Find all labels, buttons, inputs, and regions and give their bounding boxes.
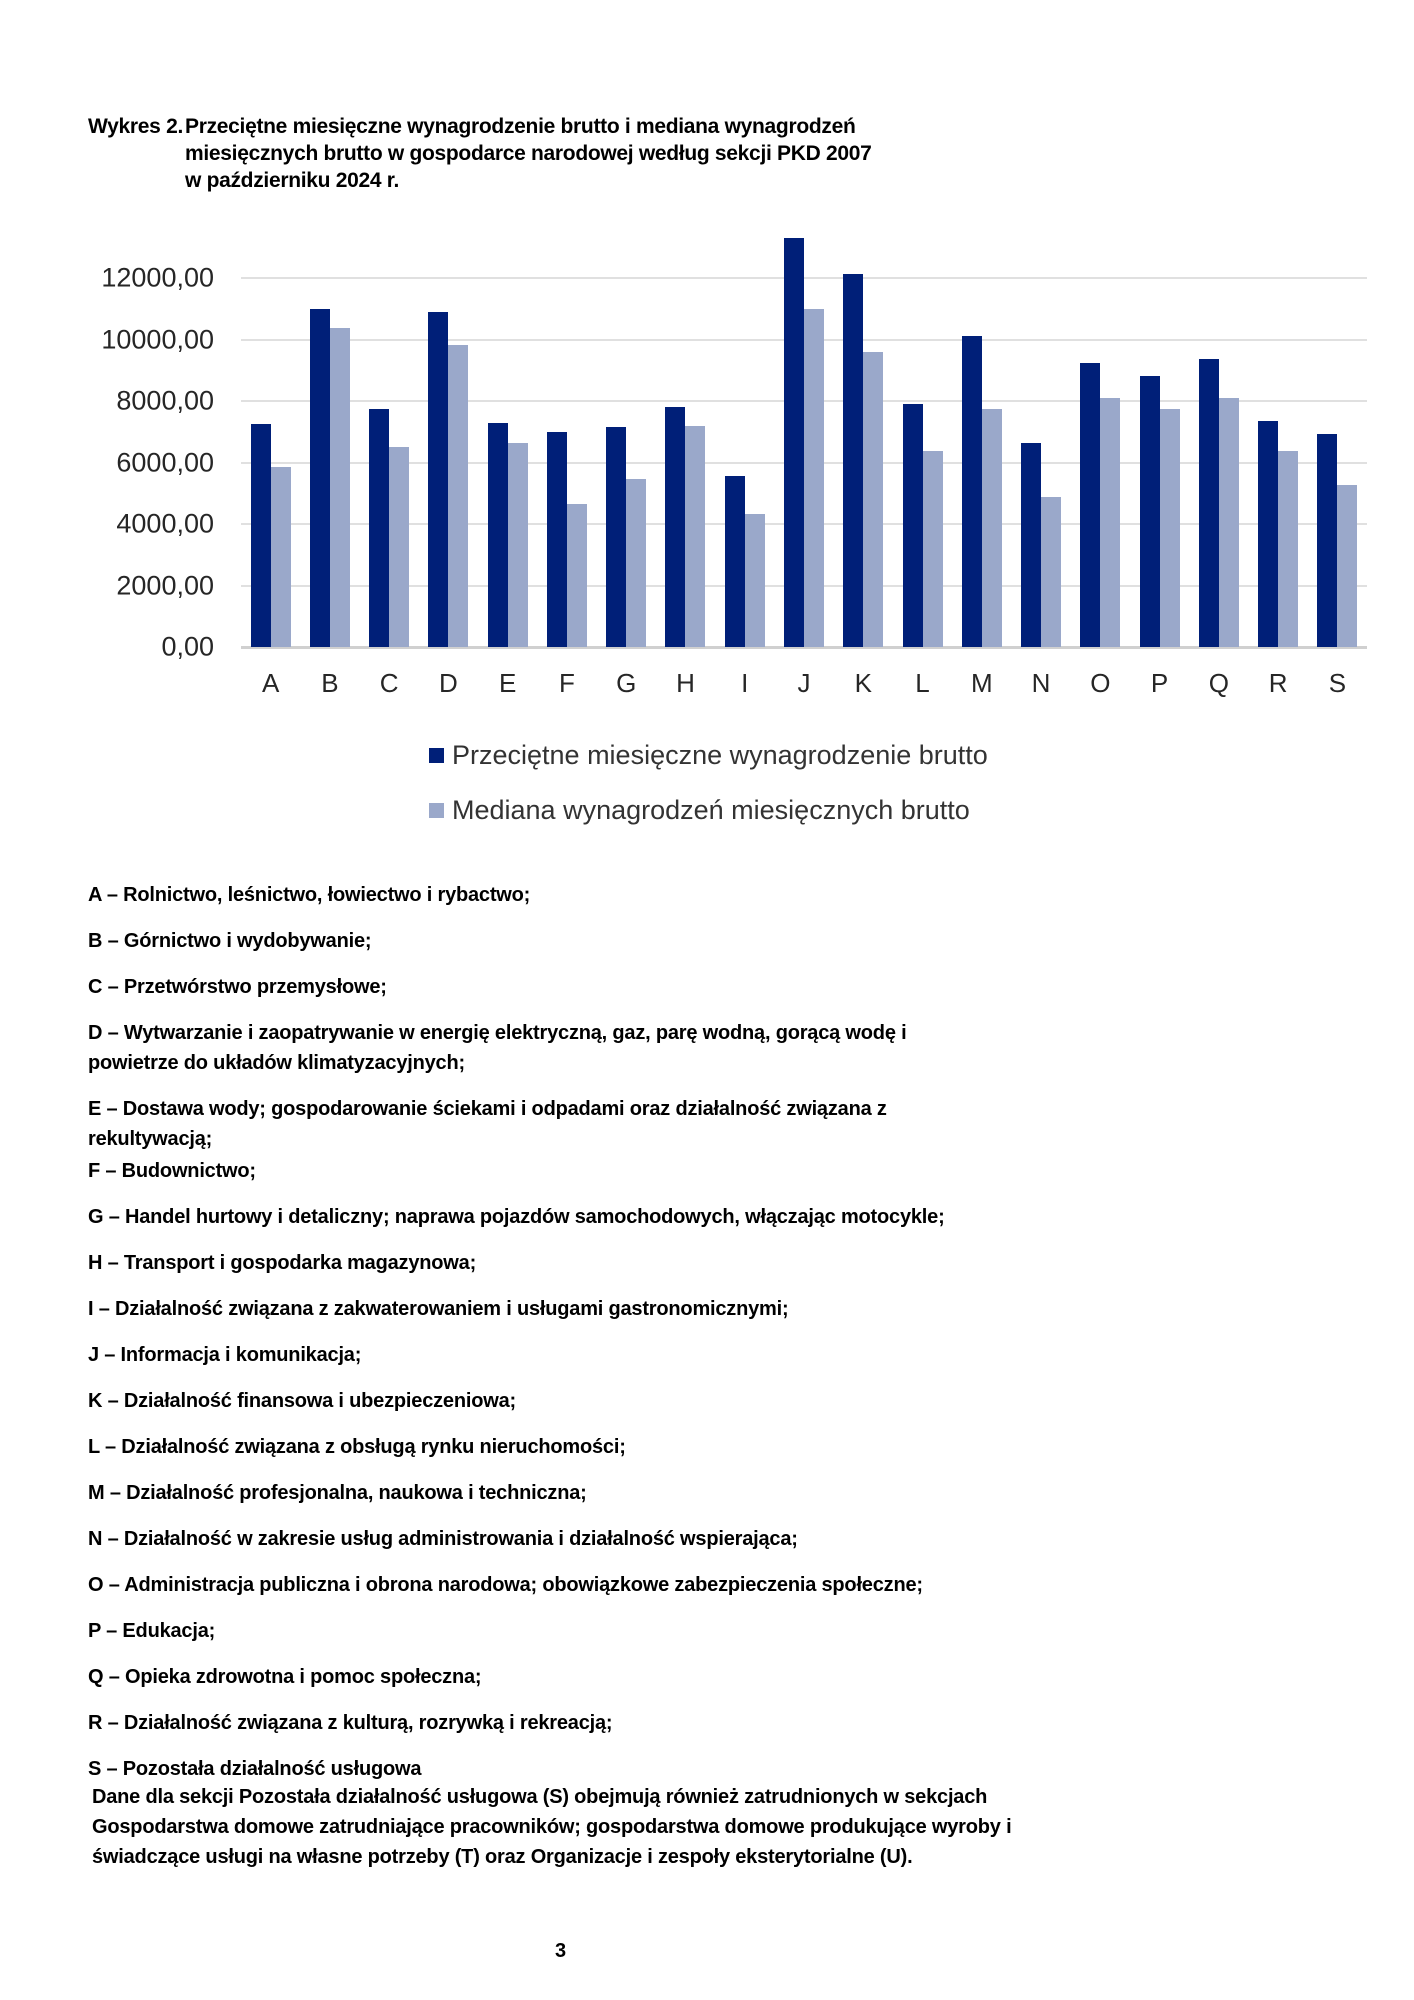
bar-average-n bbox=[1021, 443, 1041, 647]
x-tick-label-m: M bbox=[970, 668, 993, 698]
bar-average-j bbox=[784, 238, 804, 647]
bar-median-i bbox=[745, 514, 765, 647]
section-definitions-list bbox=[88, 880, 1088, 1800]
y-tick-label: 8000,00 bbox=[116, 385, 214, 416]
definition-item: B – Górnictwo i wydobywanie; bbox=[88, 930, 372, 952]
y-tick-label: 6000,00 bbox=[116, 447, 214, 477]
definition-item: Q – Opieka zdrowotna i pomoc społeczna; bbox=[88, 1666, 482, 1688]
definition-item: F – Budownictwo; bbox=[88, 1160, 256, 1182]
x-tick-label-h: H bbox=[676, 668, 695, 698]
bar-average-s bbox=[1317, 434, 1337, 647]
definition-item: L – Działalność związana z obsługą rynku nieruchomości; bbox=[88, 1436, 626, 1458]
bar-median-j bbox=[804, 309, 824, 647]
bar-average-g bbox=[606, 427, 626, 647]
bar-average-f bbox=[547, 432, 567, 647]
definition-item: K – Działalność finansowa i ubezpieczeniowa; bbox=[88, 1390, 516, 1412]
y-tick-label: 2000,00 bbox=[116, 570, 214, 600]
x-tick-label-n: N bbox=[1031, 668, 1051, 698]
bar-median-n bbox=[1041, 497, 1061, 647]
chart-title-line-1: Przeciętne miesięczne wynagrodzenie brutto i mediana wynagrodzeń bbox=[185, 115, 856, 138]
bar-median-f bbox=[567, 504, 587, 647]
bar-average-d bbox=[428, 312, 448, 647]
x-tick-label-d: D bbox=[439, 668, 458, 698]
definition-item: I – Działalność związana z zakwaterowaniem i usługami gastronomicznymi; bbox=[88, 1298, 789, 1320]
definition-item: O – Administracja publiczna i obrona narodowa; obowiązkowe zabezpieczenia społeczne; bbox=[88, 1574, 923, 1596]
x-tick-label-q: Q bbox=[1208, 668, 1229, 698]
bar-average-i bbox=[725, 476, 745, 647]
bar-median-l bbox=[923, 451, 943, 647]
x-tick-label-b: B bbox=[321, 668, 339, 698]
chart-title-line-3: w październiku 2024 r. bbox=[185, 169, 399, 192]
bar-average-c bbox=[369, 409, 389, 647]
footnote: Dane dla sekcji Pozostała działalność usługowa (S) obejmują również zatrudnionych w sekcjach Gospodarstwa domowe zatrudniające pracowników; gospodarstwa domowe produkujące wyroby i świadczące usługi na własne potrzeby (T) oraz Organizacje i zespoły eksterytorialne (U). bbox=[92, 1786, 1012, 1868]
definition-item: C – Przetwórstwo przemysłowe; bbox=[88, 976, 387, 998]
x-tick-label-s: S bbox=[1328, 668, 1347, 698]
bar-average-l bbox=[903, 404, 923, 647]
legend-swatch-median bbox=[429, 803, 444, 818]
bar-average-h bbox=[665, 407, 685, 647]
y-tick-label: 12000,00 bbox=[101, 262, 214, 293]
definition-item: N – Działalność w zakresie usług administrowania i działalność wspierająca; bbox=[88, 1528, 798, 1550]
bar-average-k bbox=[843, 274, 863, 647]
x-tick-label-r: R bbox=[1268, 668, 1288, 698]
chart-title-line-2: miesięcznych brutto w gospodarce narodowej według sekcji PKD 2007 bbox=[185, 142, 872, 165]
x-tick-label-o: O bbox=[1090, 668, 1111, 698]
definition-item: P – Edukacja; bbox=[88, 1620, 216, 1642]
y-tick-label: 0,00 bbox=[161, 631, 214, 662]
definition-item: E – Dostawa wody; gospodarowanie ściekami i odpadami oraz działalność związana z rekultywacją; bbox=[88, 1098, 887, 1150]
definition-item: G – Handel hurtowy i detaliczny; naprawa pojazdów samochodowych, włączając motocykle; bbox=[88, 1206, 945, 1228]
bar-median-a bbox=[271, 467, 291, 647]
y-tick-label: 4000,00 bbox=[116, 508, 214, 539]
definition-item: S – Pozostała działalność usługowa bbox=[88, 1758, 422, 1780]
legend-item-median bbox=[429, 795, 970, 826]
page-number: 3 bbox=[555, 1940, 567, 1962]
x-tick-label-f: F bbox=[558, 668, 575, 698]
x-tick-label-j: J bbox=[797, 668, 811, 698]
definition-item: H – Transport i gospodarka magazynowa; bbox=[88, 1252, 477, 1274]
legend-item-average bbox=[429, 740, 988, 771]
x-tick-label-c: C bbox=[379, 668, 399, 698]
y-tick-label: 10000,00 bbox=[101, 324, 214, 354]
x-tick-label-a: A bbox=[261, 668, 280, 698]
bar-median-g bbox=[626, 479, 646, 647]
x-tick-label-k: K bbox=[854, 668, 872, 698]
bar-average-a bbox=[251, 424, 271, 647]
bar-median-s bbox=[1337, 485, 1357, 647]
legend-label-median: Mediana wynagrodzeń miesięcznych brutto bbox=[452, 795, 970, 825]
definition-item: D – Wytwarzanie i zaopatrywanie w energię elektryczną, gaz, parę wodną, gorącą wodę i powietrze do układów klimatyzacyjnych; bbox=[88, 1022, 907, 1074]
definition-item: R – Działalność związana z kulturą, rozrywką i rekreacją; bbox=[88, 1712, 613, 1734]
bar-average-r bbox=[1258, 421, 1278, 647]
bar-average-b bbox=[310, 309, 330, 647]
bar-median-d bbox=[448, 345, 468, 647]
x-tick-label-e: E bbox=[499, 668, 517, 698]
definition-item: J – Informacja i komunikacja; bbox=[88, 1344, 362, 1366]
gridline bbox=[241, 277, 1367, 279]
bar-median-m bbox=[982, 409, 1002, 647]
x-tick-label-l: L bbox=[915, 668, 930, 698]
bar-average-p bbox=[1140, 376, 1160, 647]
bar-average-o bbox=[1080, 363, 1100, 647]
x-tick-label-i: I bbox=[741, 668, 749, 698]
legend-label-average: Przeciętne miesięczne wynagrodzenie brutto bbox=[452, 740, 988, 770]
bar-median-p bbox=[1160, 409, 1180, 647]
x-tick-label-g: G bbox=[616, 668, 637, 698]
bar-average-m bbox=[962, 336, 982, 647]
bar-median-c bbox=[389, 447, 409, 647]
bar-chart bbox=[0, 0, 1414, 850]
bar-median-b bbox=[330, 328, 350, 647]
bar-average-q bbox=[1199, 359, 1219, 647]
bar-median-o bbox=[1100, 398, 1120, 647]
bar-median-k bbox=[863, 352, 883, 647]
bar-median-e bbox=[508, 443, 528, 647]
bar-average-e bbox=[488, 423, 508, 647]
legend-swatch-average bbox=[429, 748, 444, 763]
bar-median-h bbox=[685, 426, 705, 647]
definition-item: M – Działalność profesjonalna, naukowa i techniczna; bbox=[88, 1482, 587, 1504]
bar-median-q bbox=[1219, 398, 1239, 647]
x-tick-label-p: P bbox=[1150, 668, 1169, 698]
bar-median-r bbox=[1278, 451, 1298, 647]
chart-title-prefix: Wykres 2. bbox=[88, 115, 183, 138]
definition-item: A – Rolnictwo, leśnictwo, łowiectwo i rybactwo; bbox=[88, 884, 531, 906]
